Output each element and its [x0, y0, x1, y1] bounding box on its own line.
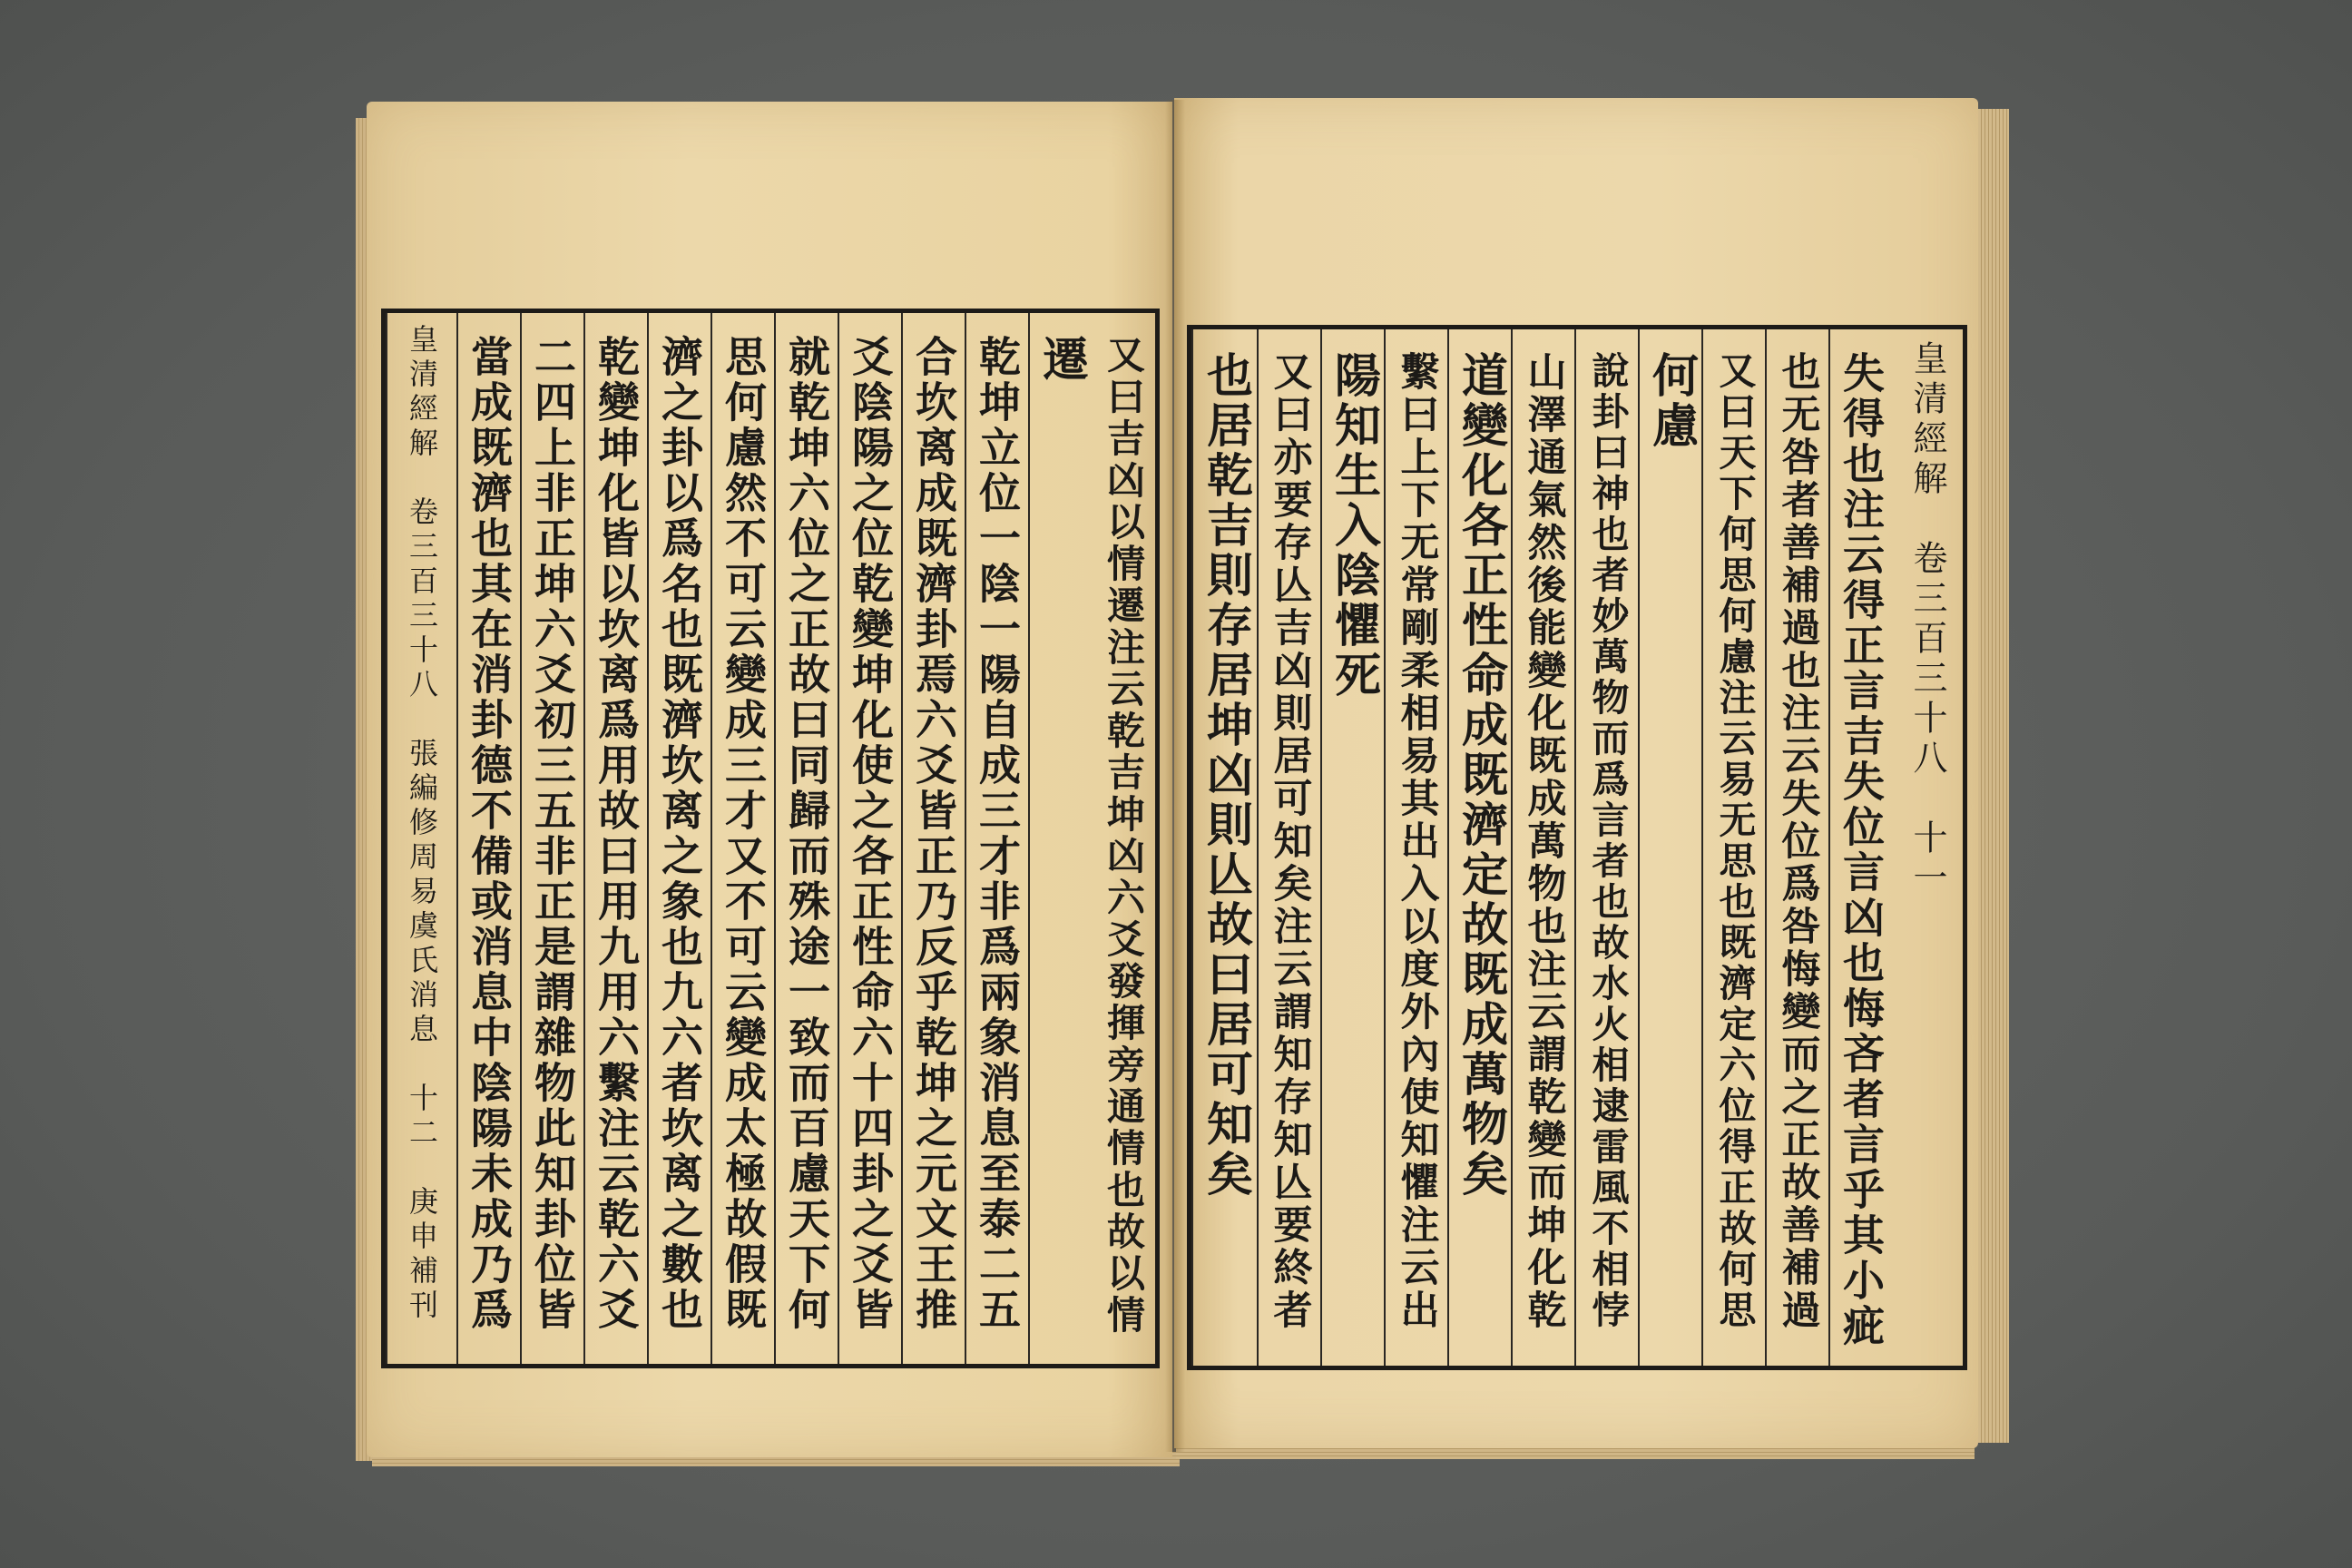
margin-volume-text: 卷三百三十八	[405, 496, 439, 703]
column-text: 道變化各正性命成既濟定故既成萬物矣	[1453, 351, 1508, 1200]
column-text: 爻陰陽之位乾變坤化使之各正性命六十四卦之爻皆	[846, 335, 895, 1333]
text-column	[1257, 329, 1320, 1366]
text-column	[520, 313, 583, 1364]
text-column	[1828, 329, 1892, 1366]
column-text: 又曰亦要存亾吉凶則居可知矣注云謂知存知亾要終者	[1267, 351, 1313, 1332]
margin-title-text: 皇清經解	[1907, 340, 1947, 500]
column-text: 也居乾吉則存居坤凶則亾故曰居可知矣	[1198, 351, 1253, 1200]
text-column	[1574, 329, 1638, 1366]
margin-folio-text: 十一	[1907, 819, 1947, 899]
text-column	[1765, 329, 1828, 1366]
column-text: 何慮	[1643, 351, 1699, 451]
text-column	[1320, 329, 1384, 1366]
column-text: 失得也注云得正言吉失位言凶也悔吝者言乎其小疵	[1837, 351, 1886, 1349]
text-column	[1638, 329, 1701, 1366]
margin-subtitle-text: 張編修周易虞氏消息	[405, 738, 439, 1048]
column-text: 乾變坤化皆以坎离爲用故曰用九用六繫注云乾六爻	[592, 335, 641, 1333]
text-column	[456, 313, 520, 1364]
text-column	[901, 313, 965, 1364]
column-text: 繫曰上下无常剛柔相易其出入以度外內使知懼注云出	[1394, 351, 1440, 1332]
text-column	[965, 313, 1028, 1364]
left-margin-column	[386, 313, 456, 1364]
left-margin-title	[405, 324, 439, 1324]
text-column	[710, 313, 774, 1364]
right-margin-title	[1907, 340, 1947, 899]
text-column	[1092, 313, 1155, 1364]
column-text: 陽知生入陰懼死	[1326, 351, 1381, 701]
text-column	[1191, 329, 1257, 1366]
text-column	[838, 313, 901, 1364]
column-text: 遷	[1034, 335, 1089, 385]
text-column	[1384, 329, 1447, 1366]
column-text: 說卦曰神也者妙萬物而爲言者也故水火相逮雷風不相悖	[1585, 351, 1630, 1331]
text-column	[1511, 329, 1574, 1366]
text-column	[774, 313, 838, 1364]
text-column	[1447, 329, 1511, 1366]
column-text: 也无咎者善補過也注云失位爲咎悔變而之正故善補過	[1775, 351, 1821, 1332]
margin-folio-text: 十二	[405, 1083, 439, 1152]
left-text-block	[381, 309, 1160, 1368]
text-column	[583, 313, 647, 1364]
margin-title-text: 皇清經解	[405, 324, 439, 462]
column-text: 濟之卦以爲名也既濟坎离之象也九六者坎离之數也	[655, 335, 704, 1333]
margin-volume-text: 卷三百三十八	[1907, 540, 1947, 779]
text-column	[1028, 313, 1092, 1364]
column-text: 又曰天下何思何慮注云易无思也既濟定六位得正故何思	[1712, 351, 1757, 1331]
text-column	[647, 313, 710, 1364]
column-text: 思何慮然不可云變成三才又不可云變成太極故假既	[719, 335, 768, 1333]
column-text: 就乾坤六位之正故曰同歸而殊途一致而百慮天下何	[782, 335, 831, 1333]
book-gutter	[1165, 100, 1185, 1452]
column-text: 當成既濟也其在消卦德不備或消息中陰陽未成乃爲	[465, 335, 514, 1333]
column-text: 二四上非正坤六爻初三五非正是謂雜物此知卦位皆	[528, 335, 577, 1333]
column-text: 又曰吉凶以情遷注云乾吉坤凶六爻發揮旁通情也故以情	[1102, 335, 1146, 1337]
right-text-block	[1187, 325, 1967, 1370]
column-text: 合坎离成既濟卦焉六爻皆正乃反乎乾坤之元文王推	[909, 335, 958, 1333]
column-text: 乾坤立位一陰一陽自成三才非爲兩象消息至泰二五	[973, 335, 1022, 1333]
column-text: 山澤通氣然後能變化既成萬物也注云謂乾變而坤化乾	[1521, 351, 1567, 1332]
text-column	[1701, 329, 1765, 1366]
margin-print-note: 庚申補刊	[405, 1186, 439, 1324]
right-margin-column	[1892, 329, 1963, 1366]
